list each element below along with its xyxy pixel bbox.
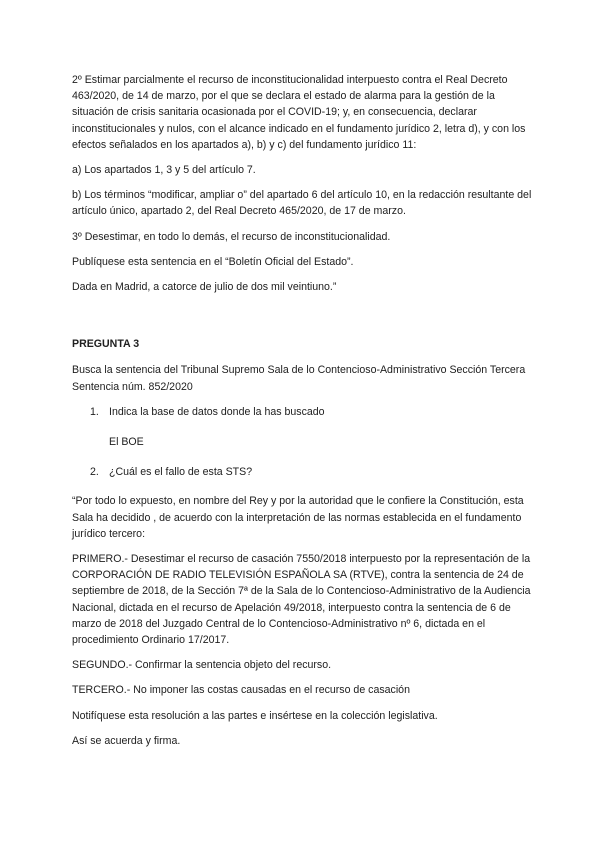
ruling-primero: PRIMERO.- Desestimar el recurso de casación 7550/2018 interpuesto por la representación de la CORPORACIÓN DE RADIO TELEVISIÓN ESPAÑOLA SA (RTVE), contra la sentencia de 24 de septiembre de 2018, de la Sección 7ª de la Sala de lo Contencioso-Administrativo de la Audiencia Nacional, dictada en el recurso de Apelación 49/2018, interpuesto contra la sentencia de 6 de marzo de 2018 del Juzgado Central de lo Contencioso-Administrativo nº 6, dictada en el procedimiento Ordinario 17/2017. — [72, 553, 531, 647]
notification-note: Notifíquese esta resolución a las partes e insértese en la colección legislativa. — [72, 709, 438, 722]
item-a: a) Los apartados 1, 3 y 5 del artículo 7. — [72, 164, 256, 177]
question-1-number: 1. — [90, 405, 99, 418]
section-heading: PREGUNTA 3 — [72, 338, 140, 351]
ruling-tercero: TERCERO.- No imponer las costas causadas en el recurso de casación — [72, 684, 410, 697]
publication-note: Publíquese esta sentencia en el “Boletín Oficial del Estado”. — [72, 255, 354, 268]
ruling-intro: “Por todo lo expuesto, en nombre del Rey y por la autoridad que le confiere la Constitución, esta Sala ha decidido , de acuerdo con la interpretación de las normas establecida en el fundamento jurídico tercero: — [72, 495, 524, 540]
question-2 — [72, 464, 532, 480]
ruling-point-3: 3º Desestimar, en todo lo demás, el recurso de inconstitucionalidad. — [72, 230, 391, 243]
closing-line: Así se acuerda y firma. — [72, 734, 181, 747]
question-1-text: Indica la base de datos donde la has buscado — [109, 405, 325, 418]
question-1-answer: El BOE — [109, 436, 144, 449]
question-2-text: ¿Cuál es el fallo de esta STS? — [109, 466, 253, 479]
document-page — [72, 72, 532, 749]
question-intro: Busca la sentencia del Tribunal Supremo Sala de lo Contencioso-Administrativo Sección Tercera Sentencia núm. 852/2020 — [72, 364, 526, 393]
ruling-segundo: SEGUNDO.- Confirmar la sentencia objeto del recurso. — [72, 659, 332, 672]
question-1 — [72, 404, 532, 420]
dated-line: Dada en Madrid, a catorce de julio de dos mil veintiuno.” — [72, 281, 337, 294]
ruling-point-2: 2º Estimar parcialmente el recurso de inconstitucionalidad interpuesto contra el Real Decreto 463/2020, de 14 de marzo, por el que se declara el estado de alarma para la gestión de la situación de crisis sanitaria ocasionada por el COVID-19; y, en consecuencia, declarar inconstitucionales y nulos, con el alcance indicado en el fundamento jurídico 2, letra d), y con los efectos señalados en los apartados a), b) y c) del fundamento jurídico 11: — [72, 74, 526, 151]
item-b: b) Los términos “modificar, ampliar o” del apartado 6 del artículo 10, en la redacción resultante del artículo único, apartado 2, del Real Decreto 465/2020, de 17 de marzo. — [72, 189, 532, 218]
question-2-number: 2. — [90, 466, 99, 479]
